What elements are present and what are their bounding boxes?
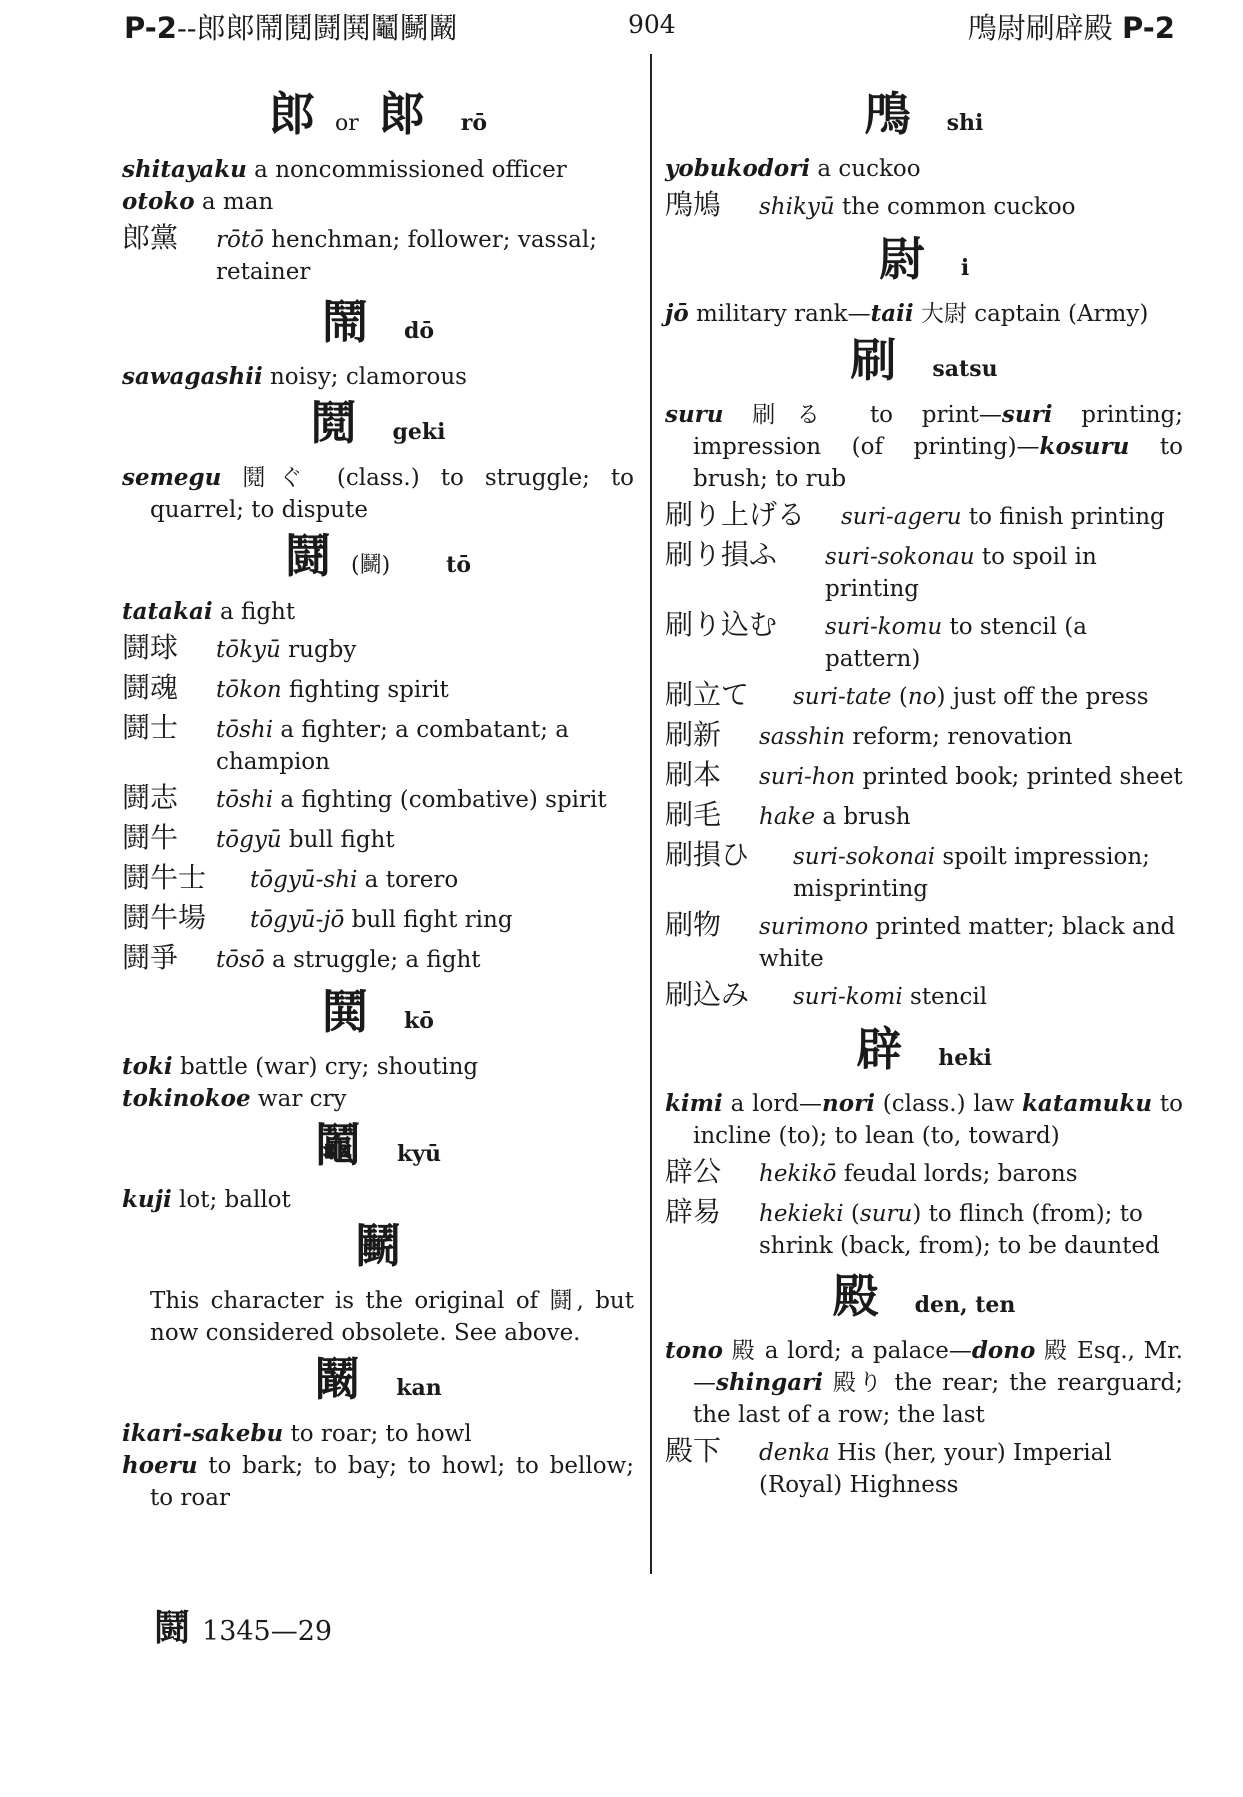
definition-text: battle (war) cry; shouting: [172, 1054, 479, 1080]
header-left: [124, 6, 458, 47]
definition-text: 鬩ぐ (class.) to struggle; to quarrel; to dispute: [150, 465, 634, 523]
romanized-term: suri-sokonai: [793, 844, 936, 870]
compound-kanji: 辟易: [665, 1195, 722, 1228]
compound-kanji: 辟公: [665, 1155, 722, 1188]
headword: [122, 395, 634, 460]
definition-text: a brush: [815, 804, 911, 830]
compound-kanji: 鬪志: [122, 781, 179, 814]
romanized-term: tōshi: [216, 787, 274, 813]
compound-entry: [122, 821, 634, 858]
definition-line: [122, 1083, 634, 1115]
romanized-term: no: [907, 684, 937, 710]
romanized-term: tokinokoe: [122, 1085, 251, 1112]
definition-line: [665, 153, 1183, 185]
romanized-term: hekieki: [759, 1201, 844, 1227]
definition-text: a struggle; a fight: [264, 947, 481, 973]
headword: [665, 231, 1183, 296]
compound-kanji: 刷立て: [665, 678, 750, 711]
romanized-term: tōkyū: [216, 637, 281, 663]
definition-text: a cuckoo: [810, 156, 921, 182]
romanized-term: hake: [759, 804, 816, 830]
compound-entry: [665, 718, 1183, 755]
compound-kanji: 郎黨: [122, 221, 179, 254]
romanized-term: suri-komi: [793, 984, 903, 1010]
romanized-term: sawagashii: [122, 363, 263, 390]
column-divider: [650, 54, 652, 1574]
headword-kanji: 鬪: [284, 529, 331, 583]
definition-text: a fighting (combative) spirit: [273, 787, 607, 813]
headword: [122, 294, 634, 359]
compound-kanji: 鬪牛士: [122, 861, 207, 894]
headword-reading: heki: [938, 1045, 992, 1071]
headword-kanji: 刷: [850, 333, 897, 387]
definition-line: [665, 399, 1183, 495]
definition-text: ) to flinch (from); to shrink (back, from); to be daunted: [759, 1201, 1160, 1259]
romanized-term: yobukodori: [665, 155, 811, 182]
definition-text: to stencil (a pattern): [825, 614, 1087, 672]
compound-entry: [665, 978, 1183, 1015]
compound-entry: [122, 631, 634, 668]
compound-entry: [122, 221, 634, 288]
compound-kanji: 鬪牛: [122, 821, 179, 854]
compound-kanji: 刷り損ふ: [665, 538, 778, 571]
definition-line: [122, 1051, 634, 1083]
definition-text: bull fight ring: [344, 907, 513, 933]
compound-kanji: 刷本: [665, 758, 722, 791]
headword-kanji: 鳲: [864, 87, 911, 141]
romanized-term: suri-ageru: [841, 504, 962, 530]
romanized-term: tōgyū-shi: [250, 867, 358, 893]
definition-text: printed book; printed sheet: [855, 764, 1183, 790]
definition-text: ) just off the press: [936, 684, 1149, 710]
headword: [122, 984, 634, 1049]
compound-entry: [665, 798, 1183, 835]
headword: [122, 1218, 634, 1283]
compound-kanji: 刷り上げる: [665, 498, 806, 531]
definition-text: fighting spirit: [281, 677, 449, 703]
headword-variant-separator: (鬭): [350, 553, 391, 578]
romanized-term: jō: [665, 300, 689, 327]
compound-entry: [665, 538, 1183, 605]
definition-text: This character is the original of 鬪, but now considered obsolete. See above.: [150, 1288, 634, 1346]
romanized-term: hoeru: [122, 1452, 198, 1479]
definition-line: [122, 186, 634, 218]
headword: [122, 86, 634, 152]
footer-ref: 1345—29: [202, 1616, 333, 1647]
compound-kanji: 刷物: [665, 908, 722, 941]
romanized-term: tōgyū-jō: [250, 907, 345, 933]
headword-kanji: 尉: [878, 232, 925, 286]
romanized-term: taii: [870, 300, 914, 327]
definition-line: [122, 154, 634, 186]
definition-line: [122, 596, 634, 628]
compound-entry: [122, 861, 634, 898]
header-right-chars: 鳲尉刷辟殿: [967, 11, 1113, 45]
romanized-term: tōkon: [216, 677, 282, 703]
definition-line: [122, 1450, 634, 1514]
compound-entry: [665, 498, 1183, 535]
compound-entry: [665, 188, 1183, 225]
romanized-term: shitayaku: [122, 156, 247, 183]
romanized-term: shingari: [716, 1369, 823, 1396]
headword: [665, 86, 1183, 151]
compound-kanji: 刷損ひ: [665, 838, 750, 871]
romanized-term: kuji: [122, 1186, 172, 1213]
header-left-chars: --郎郞鬧鬩鬪鬨鬮鬭鬫: [176, 11, 458, 45]
romanized-term: hekikō: [759, 1161, 837, 1187]
romanized-term: nori: [822, 1090, 875, 1117]
compound-kanji: 鬪球: [122, 631, 179, 664]
headword-variant-kanji: 郞: [378, 87, 425, 141]
definition-text: to spoil in printing: [825, 544, 1097, 602]
romanized-term: dono: [971, 1337, 1036, 1364]
compound-entry: [122, 781, 634, 818]
headword: [665, 332, 1183, 397]
compound-entry: [122, 711, 634, 778]
headword-reading: geki: [392, 419, 446, 445]
headword: [665, 1021, 1183, 1086]
definition-text: a torero: [357, 867, 459, 893]
right-column: [665, 84, 1183, 1507]
romanized-term: suri-tate: [793, 684, 892, 710]
headword-reading: den, ten: [914, 1292, 1016, 1318]
headword-kanji: 殿: [832, 1269, 879, 1323]
definition-text: 刷る to print—: [723, 402, 1002, 428]
headword-reading: rō: [460, 110, 488, 136]
definition-text: feudal lords; barons: [836, 1161, 1078, 1187]
romanized-term: shikyū: [759, 194, 835, 220]
headword-kanji: 鬨: [322, 985, 369, 1039]
compound-entry: [122, 671, 634, 708]
definition-text: to brush; to rub: [693, 434, 1183, 492]
definition-text: 殿 a lord; a palace—: [723, 1338, 972, 1364]
compound-entry: [122, 941, 634, 978]
headword-kanji: 郎: [268, 87, 315, 141]
headword: [122, 1351, 634, 1416]
header-right-code: P-2: [1122, 11, 1175, 45]
romanized-term: tatakai: [122, 598, 213, 625]
compound-kanji: 鬪士: [122, 711, 179, 744]
romanized-term: suri-komu: [825, 614, 943, 640]
compound-kanji: 鬪牛場: [122, 901, 207, 934]
definition-text: His (her, your) Imperial (Royal) Highness: [759, 1440, 1112, 1498]
headword-kanji: 鬩: [310, 396, 357, 450]
definition-text: stencil: [902, 984, 988, 1010]
compound-entry: [665, 838, 1183, 905]
compound-kanji: 刷込み: [665, 978, 750, 1011]
definition-text: a noncommissioned officer: [246, 157, 567, 183]
compound-kanji: 刷り込む: [665, 608, 778, 641]
compound-entry: [665, 908, 1183, 975]
definition-line: [122, 1184, 634, 1216]
compound-entry: [665, 1155, 1183, 1192]
romanized-term: suru: [859, 1201, 913, 1227]
headword: [122, 528, 634, 594]
headword-reading: dō: [403, 318, 435, 344]
definition-line: [122, 361, 634, 393]
definition-text: 殿り the rear; the rearguard; the last of a row; the last: [693, 1370, 1183, 1428]
definition-text: military rank—: [688, 301, 871, 327]
definition-line: [122, 1285, 634, 1349]
definition-text: a lord—: [722, 1091, 823, 1117]
footer-reference: [154, 1600, 332, 1651]
headword-kanji: 鬭: [355, 1219, 401, 1273]
romanized-term: denka: [759, 1440, 830, 1466]
definition-text: printing; impression (of printing)—: [693, 402, 1183, 460]
definition-text: to roar; to howl: [283, 1421, 472, 1447]
headword-reading: kō: [404, 1008, 434, 1034]
definition-text: lot; ballot: [171, 1187, 291, 1213]
definition-line: [665, 298, 1183, 330]
romanized-term: otoko: [122, 188, 195, 215]
definition-line: [122, 462, 634, 526]
headword: [665, 1268, 1183, 1333]
headword-reading: tō: [446, 552, 471, 578]
romanized-term: katamuku: [1021, 1090, 1153, 1117]
headword-reading: kyū: [396, 1141, 442, 1167]
headword-kanji: 鬧: [321, 295, 368, 349]
romanized-term: ikari-sakebu: [122, 1420, 284, 1447]
compound-kanji: 刷毛: [665, 798, 722, 831]
compound-kanji: 鬪魂: [122, 671, 179, 704]
headword: [122, 1117, 634, 1182]
romanized-term: suru: [665, 401, 724, 428]
headword-kanji: 辟: [856, 1022, 903, 1076]
definition-text: a man: [194, 189, 274, 215]
definition-text: 大尉 captain (Army): [913, 301, 1149, 327]
header-right: [968, 6, 1175, 47]
headword-reading: shi: [946, 110, 984, 136]
compound-entry: [665, 678, 1183, 715]
definition-text: henchman; follower; vassal; retainer: [216, 227, 597, 285]
definition-text: printed matter; black and white: [759, 914, 1176, 972]
definition-text: rugby: [280, 637, 357, 663]
compound-kanji: 刷新: [665, 718, 722, 751]
romanized-term: semegu: [122, 464, 222, 491]
compound-kanji: 鬪爭: [122, 941, 179, 974]
compound-kanji: 鳲鳩: [665, 188, 722, 221]
romanized-term: tōsō: [216, 947, 265, 973]
romanized-term: tōgyū: [216, 827, 282, 853]
romanized-term: toki: [122, 1053, 173, 1080]
left-column: [122, 84, 634, 1514]
definition-line: [665, 1088, 1183, 1152]
definition-text: noisy; clamorous: [262, 364, 467, 390]
definition-text: (: [843, 1201, 860, 1227]
definition-text: reform; renovation: [845, 724, 1073, 750]
romanized-term: tōshi: [216, 717, 274, 743]
headword-reading: kan: [396, 1375, 442, 1401]
compound-entry: [665, 758, 1183, 795]
definition-text: to bark; to bay; to howl; to bellow; to roar: [150, 1453, 634, 1511]
romanized-term: sasshin: [759, 724, 846, 750]
headword-kanji: 鬮: [314, 1118, 361, 1172]
romanized-term: suri-sokonau: [825, 544, 975, 570]
headword-reading: satsu: [932, 356, 998, 382]
definition-text: a fighter; a combatant; a champion: [216, 717, 569, 775]
compound-entry: [665, 1434, 1183, 1501]
definition-text: a fight: [212, 599, 296, 625]
definition-text: to finish printing: [961, 504, 1165, 530]
definition-text: 殿 Esq., Mr.—: [693, 1338, 1183, 1396]
headword-reading: i: [960, 255, 970, 281]
definition-text: to incline (to); to lean (to, toward): [693, 1091, 1183, 1149]
romanized-term: surimono: [759, 914, 869, 940]
headword-variant-separator: or: [334, 111, 359, 136]
definition-text: (class.) law: [874, 1091, 1022, 1117]
definition-text: (: [891, 684, 908, 710]
definition-line: [665, 1335, 1183, 1431]
romanized-term: tono: [665, 1337, 724, 1364]
compound-entry: [665, 1195, 1183, 1262]
definition-text: spoilt impression; misprinting: [793, 844, 1150, 902]
romanized-term: suri: [1001, 401, 1053, 428]
headword-kanji: 鬫: [314, 1352, 361, 1406]
header-left-code: P-2: [124, 11, 177, 45]
compound-entry: [122, 901, 634, 938]
romanized-term: suri-hon: [759, 764, 856, 790]
definition-text: bull fight: [281, 827, 395, 853]
page-number: 904: [628, 10, 676, 39]
compound-entry: [665, 608, 1183, 675]
romanized-term: rōtō: [216, 227, 264, 253]
romanized-term: kosuru: [1039, 433, 1130, 460]
definition-text: the common cuckoo: [834, 194, 1076, 220]
page-header: [0, 6, 1243, 56]
compound-kanji: 殿下: [665, 1434, 722, 1467]
definition-line: [122, 1418, 634, 1450]
romanized-term: kimi: [665, 1090, 723, 1117]
footer-kanji: 鬪: [154, 1607, 191, 1649]
definition-text: war cry: [250, 1086, 347, 1112]
